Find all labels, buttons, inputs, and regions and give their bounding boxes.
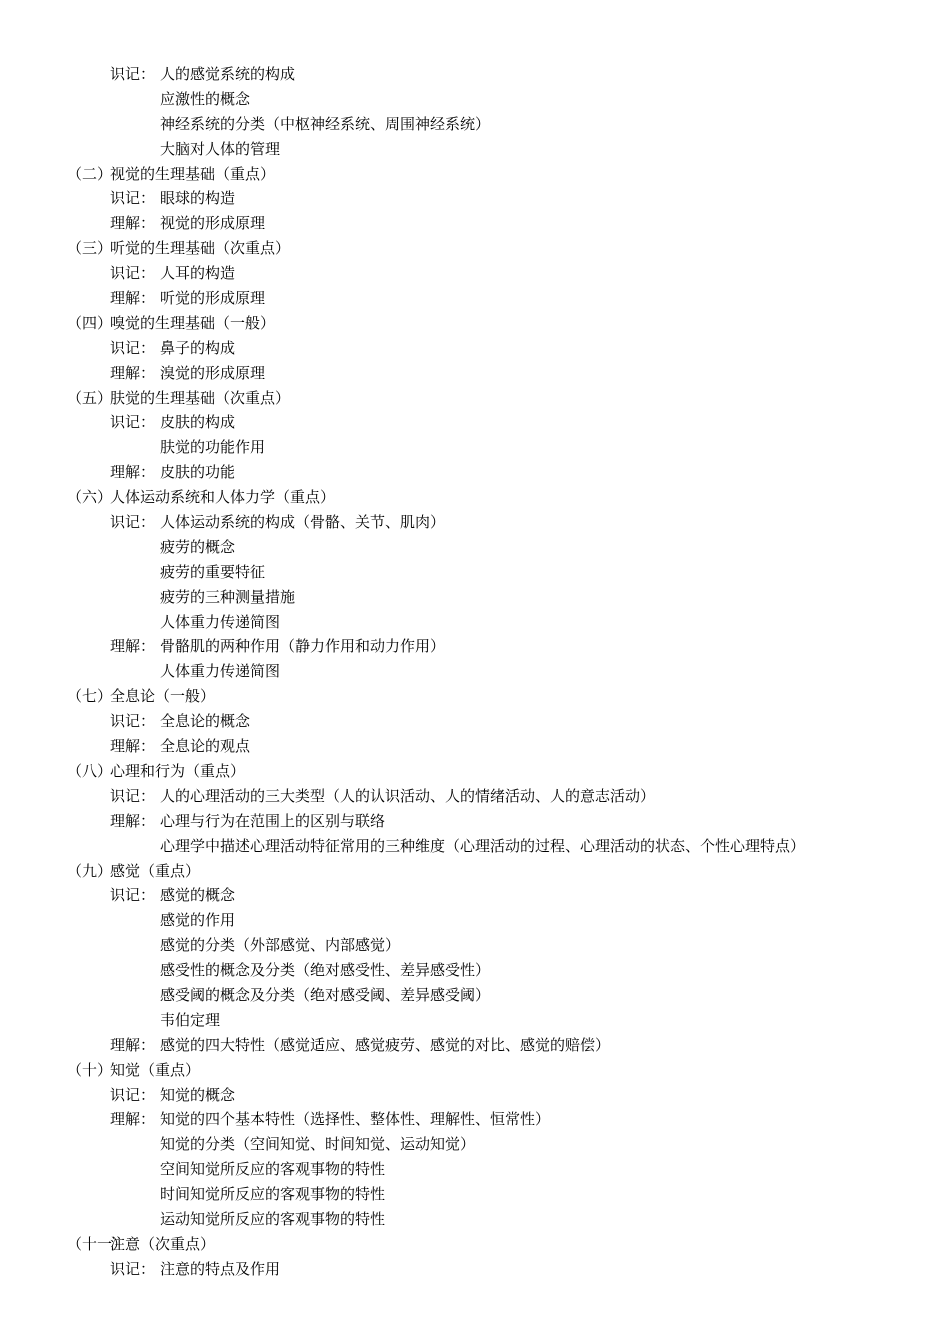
item-text: 肤觉的功能作用 bbox=[160, 438, 266, 457]
outline-item bbox=[0, 435, 950, 460]
item-category-label: 理解： bbox=[110, 1035, 156, 1054]
outline-item bbox=[0, 286, 950, 311]
outline-item bbox=[0, 1207, 950, 1232]
item-text: 人的心理活动的三大类型（人的认识活动、人的情绪活动、人的意志活动） bbox=[160, 786, 656, 805]
outline-item bbox=[0, 87, 950, 112]
item-text: 感受阈的概念及分类（绝对感受阈、差异感受阈） bbox=[160, 985, 491, 1004]
section-heading bbox=[0, 485, 950, 510]
section-heading bbox=[0, 162, 950, 187]
item-text: 皮肤的功能 bbox=[160, 463, 236, 482]
item-text: 视觉的形成原理 bbox=[160, 214, 266, 233]
outline-item bbox=[0, 510, 950, 535]
item-category-label: 识记： bbox=[110, 264, 156, 283]
section-heading bbox=[0, 386, 950, 411]
item-category-label: 理解： bbox=[110, 289, 156, 308]
outline-item bbox=[0, 1107, 950, 1132]
item-text: 心理与行为在范围上的区别与联络 bbox=[160, 811, 386, 830]
item-text: 空间知觉所反应的客观事物的特性 bbox=[160, 1160, 386, 1179]
item-text: 溴觉的形成原理 bbox=[160, 363, 266, 382]
outline-item bbox=[0, 634, 950, 659]
outline-item bbox=[0, 1132, 950, 1157]
outline-item bbox=[0, 1257, 950, 1282]
section-heading bbox=[0, 684, 950, 709]
item-text: 运动知觉所反应的客观事物的特性 bbox=[160, 1209, 386, 1228]
section-title: 感觉（重点） bbox=[110, 861, 201, 880]
item-text: 人体重力传递简图 bbox=[160, 612, 281, 631]
item-text: 感觉的作用 bbox=[160, 911, 236, 930]
item-category-label: 识记： bbox=[110, 338, 156, 357]
section-title: 人体运动系统和人体力学（重点） bbox=[110, 488, 336, 507]
item-text: 人体运动系统的构成（骨骼、关节、肌肉） bbox=[160, 513, 446, 532]
outline-item bbox=[0, 535, 950, 560]
outline-item bbox=[0, 137, 950, 162]
section-number: （五） bbox=[67, 388, 113, 407]
section-title: 心理和行为（重点） bbox=[110, 761, 246, 780]
item-category-label: 理解： bbox=[110, 1110, 156, 1129]
document-body bbox=[0, 62, 950, 1282]
outline-item bbox=[0, 734, 950, 759]
item-category-label: 识记： bbox=[110, 786, 156, 805]
outline-item bbox=[0, 560, 950, 585]
outline-item bbox=[0, 809, 950, 834]
section-number: （十） bbox=[67, 1060, 113, 1079]
outline-item bbox=[0, 883, 950, 908]
section-number: （九） bbox=[67, 861, 113, 880]
section-title: 视觉的生理基础（重点） bbox=[110, 164, 276, 183]
outline-item bbox=[0, 610, 950, 635]
item-text: 知觉的概念 bbox=[160, 1085, 236, 1104]
outline-item bbox=[0, 659, 950, 684]
item-text: 应激性的概念 bbox=[160, 89, 251, 108]
item-text: 时间知觉所反应的客观事物的特性 bbox=[160, 1185, 386, 1204]
item-text: 大脑对人体的管理 bbox=[160, 139, 281, 158]
outline-item bbox=[0, 585, 950, 610]
item-text: 感觉的概念 bbox=[160, 886, 236, 905]
outline-item bbox=[0, 460, 950, 485]
outline-item bbox=[0, 186, 950, 211]
item-category-label: 识记： bbox=[110, 65, 156, 83]
section-title: 听觉的生理基础（次重点） bbox=[110, 239, 291, 258]
item-text: 感觉的分类（外部感觉、内部感觉） bbox=[160, 936, 401, 955]
section-title: 知觉（重点） bbox=[110, 1060, 201, 1079]
item-text: 全息论的观点 bbox=[160, 737, 251, 756]
section-number: （六） bbox=[67, 488, 113, 507]
item-text: 神经系统的分类（中枢神经系统、周围神经系统） bbox=[160, 114, 491, 133]
section-title: 注意（次重点） bbox=[110, 1234, 216, 1253]
section-number: （三） bbox=[67, 239, 113, 258]
item-text: 听觉的形成原理 bbox=[160, 289, 266, 308]
section-number: （七） bbox=[67, 687, 113, 706]
outline-item bbox=[0, 983, 950, 1008]
item-text: 眼球的构造 bbox=[160, 189, 236, 208]
outline-item bbox=[0, 784, 950, 809]
section-number: （二） bbox=[67, 164, 113, 183]
item-category-label: 识记： bbox=[110, 1085, 156, 1104]
outline-item bbox=[0, 834, 950, 859]
item-text: 全息论的概念 bbox=[160, 712, 251, 731]
item-category-label: 理解： bbox=[110, 737, 156, 756]
outline-item bbox=[0, 261, 950, 286]
section-heading bbox=[0, 1058, 950, 1083]
section-title: 全息论（一般） bbox=[110, 687, 216, 706]
section-heading bbox=[0, 1232, 950, 1257]
outline-item bbox=[0, 1008, 950, 1033]
item-text: 疲劳的概念 bbox=[160, 537, 236, 556]
section-number: （八） bbox=[67, 761, 113, 780]
item-text: 知觉的分类（空间知觉、时间知觉、运动知觉） bbox=[160, 1135, 476, 1154]
outline-item bbox=[0, 410, 950, 435]
item-category-label: 识记： bbox=[110, 513, 156, 532]
item-text: 骨骼肌的两种作用（静力作用和动力作用） bbox=[160, 637, 446, 656]
outline-item bbox=[0, 62, 950, 87]
item-text: 感受性的概念及分类（绝对感受性、差异感受性） bbox=[160, 961, 491, 980]
section-heading bbox=[0, 311, 950, 336]
item-category-label: 理解： bbox=[110, 463, 156, 482]
outline-item bbox=[0, 361, 950, 386]
section-heading bbox=[0, 759, 950, 784]
item-text: 人的感觉系统的构成 bbox=[160, 65, 296, 83]
item-text: 鼻子的构成 bbox=[160, 338, 236, 357]
outline-item bbox=[0, 908, 950, 933]
item-text: 人耳的构造 bbox=[160, 264, 236, 283]
outline-item bbox=[0, 1083, 950, 1108]
item-category-label: 识记： bbox=[110, 1259, 156, 1278]
item-category-label: 理解： bbox=[110, 363, 156, 382]
item-category-label: 识记： bbox=[110, 886, 156, 905]
item-text: 注意的特点及作用 bbox=[160, 1259, 281, 1278]
item-category-label: 理解： bbox=[110, 637, 156, 656]
item-text: 疲劳的重要特征 bbox=[160, 562, 266, 581]
outline-item bbox=[0, 1182, 950, 1207]
section-heading bbox=[0, 236, 950, 261]
outline-item bbox=[0, 958, 950, 983]
outline-item bbox=[0, 933, 950, 958]
item-text: 知觉的四个基本特性（选择性、整体性、理解性、恒常性） bbox=[160, 1110, 551, 1129]
item-category-label: 识记： bbox=[110, 189, 156, 208]
section-title: 嗅觉的生理基础（一般） bbox=[110, 313, 276, 332]
outline-item bbox=[0, 211, 950, 236]
outline-item bbox=[0, 1033, 950, 1058]
item-category-label: 理解： bbox=[110, 811, 156, 830]
item-text: 心理学中描述心理活动特征常用的三种维度（心理活动的过程、心理活动的状态、个性心理特点） bbox=[160, 836, 806, 855]
section-number: （四） bbox=[67, 313, 113, 332]
outline-item bbox=[0, 1157, 950, 1182]
item-category-label: 理解： bbox=[110, 214, 156, 233]
item-text: 感觉的四大特性（感觉适应、感觉疲劳、感觉的对比、感觉的赔偿） bbox=[160, 1035, 611, 1054]
outline-item bbox=[0, 709, 950, 734]
outline-item bbox=[0, 112, 950, 137]
item-text: 疲劳的三种测量措施 bbox=[160, 587, 296, 606]
item-category-label: 识记： bbox=[110, 712, 156, 731]
item-text: 皮肤的构成 bbox=[160, 413, 236, 432]
section-heading bbox=[0, 859, 950, 884]
item-text: 韦伯定理 bbox=[160, 1010, 221, 1029]
item-category-label: 识记： bbox=[110, 413, 156, 432]
outline-item bbox=[0, 336, 950, 361]
section-title: 肤觉的生理基础（次重点） bbox=[110, 388, 291, 407]
item-text: 人体重力传递简图 bbox=[160, 662, 281, 681]
section-number: （十一） bbox=[67, 1234, 128, 1253]
